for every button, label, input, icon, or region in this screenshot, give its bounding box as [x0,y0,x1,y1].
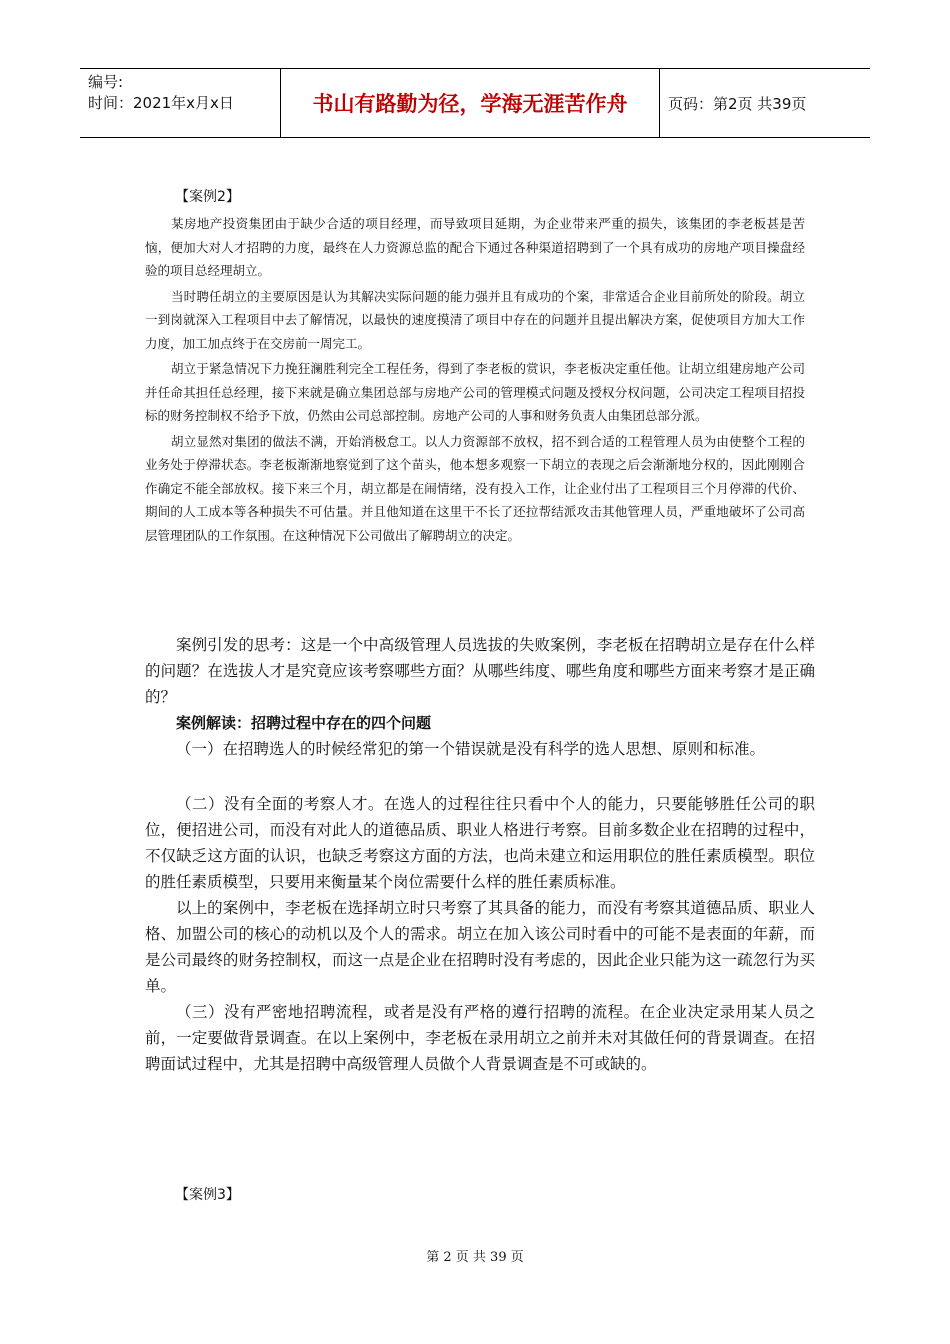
case2-paragraph: 胡立于紧急情况下力挽狂澜胜利完全工程任务，得到了李老板的赏识，李老板决定重任他。让胡立组建房地产公司并任命其担任总经理，接下来就是确立集团总部与房地产公司的管理模式问题及授权分权问题，公司决定工程项目招投标的财务控制权不给予下放，仍然由公司总部控制。房地产公司的人事和财务负责人由集团总部分派。 [145,361,805,423]
page-header [80,68,870,138]
problem-three: （三）没有严密地招聘流程，或者是没有严格的遵行招聘的流程。在企业决定录用某人员之前，一定要做背景调查。在以上案例中，李老板在录用胡立之前并未对其做任何的背景调查。在招聘面试过程中，尤其是招聘中高级管理人员做个人背景调查是不可或缺的。 [145,1003,815,1073]
case2-body [145,212,805,547]
header-page-info: 页码：第2页 共39页 [668,94,807,113]
header-motto: 书山有路勤为径，学海无涯苦作舟 [312,92,628,116]
case3-title: 【案例3】 [175,1187,240,1203]
problem-one: （一）在招聘选人的时候经常犯的第一个错误就是没有科学的选人思想、原则和标准。 [176,740,766,758]
doc-time-label: 时间：2021年x月x日 [88,94,234,112]
doc-number-label: 编号: [88,73,124,91]
header-meta [80,69,280,137]
page-footer: 第 2 页 共 39 页 [426,1250,524,1265]
case2-paragraph: 某房地产投资集团由于缺少合适的项目经理，而导致项目延期，为企业带来严重的损失，该集团的李老板甚是苦恼，便加大对人才招聘的力度，最终在人力资源总监的配合下通过各种渠道招聘到了一个具有成功的房地产项目操盘经验的项目总经理胡立。 [145,216,805,278]
problem-two-case: 以上的案例中，李老板在选择胡立时只考察了其具备的能力，而没有考察其道德品质、职业人格、加盟公司的核心的动机以及个人的需求。胡立在加入该公司时看中的可能不是表面的年薪，而是公司最终的财务控制权，而这一点是企业在招聘时没有考虑的，因此企业只能为这一疏忽行为买单。 [145,899,815,995]
case2-paragraph: 当时聘任胡立的主要原因是认为其解决实际问题的能力强并且有成功的个案，非常适合企业目前所处的阶段。胡立一到岗就深入工程项目中去了解情况，以最快的速度摸清了项目中存在的问题并且提出解决方案，促使项目方加大工作力度，加工加点终于在交房前一周完工。 [145,288,805,351]
case2-paragraph: 胡立显然对集团的做法不满，开始消极怠工。以人力资源部不放权，招不到合适的工程管理人员为由使整个工程的业务处于停滞状态。李老板渐渐地察觉到了这个苗头，他本想多观察一下胡立的表现之后会渐渐地分权的，因此刚刚合作确定不能全部放权。接下来三个月，胡立都是在闹情绪，没有投入工作，让企业付出了工程项目三个月停滞的代价、期间的人工成本等各种损失不可估量。并且他知道在这里干不长了还拉帮结派攻击其他管理人员，严重地破坏了公司高层管理团队的工作氛围。在这种情况下公司做出了解聘胡立的决定。 [145,433,805,543]
problem-two: （二）没有全面的考察人才。在选人的过程往往只看中个人的能力，只要能够胜任公司的职位，便招进公司，而没有对此人的道德品质、职业人格进行考察。目前多数企业在招聘的过程中，不仅缺乏这方面的认识，也缺乏考察这方面的方法，也尚未建立和运用职位的胜任素质模型。职位的胜任素质模型，只要用来衡量某个岗位需要什么样的胜任素质标准。 [145,795,815,891]
interpretation-title: 案例解读：招聘过程中存在的四个问题 [176,714,432,732]
case-thinking: 案例引发的思考：这是一个中高级管理人员选拔的失败案例，李老板在招聘胡立是存在什么样的问题？在选拔人才是究竟应该考察哪些方面？从哪些纬度、哪些角度和哪些方面来考察才是正确的？ [145,636,815,706]
analysis-section [145,632,815,1077]
case2-title: 【案例2】 [175,189,240,205]
